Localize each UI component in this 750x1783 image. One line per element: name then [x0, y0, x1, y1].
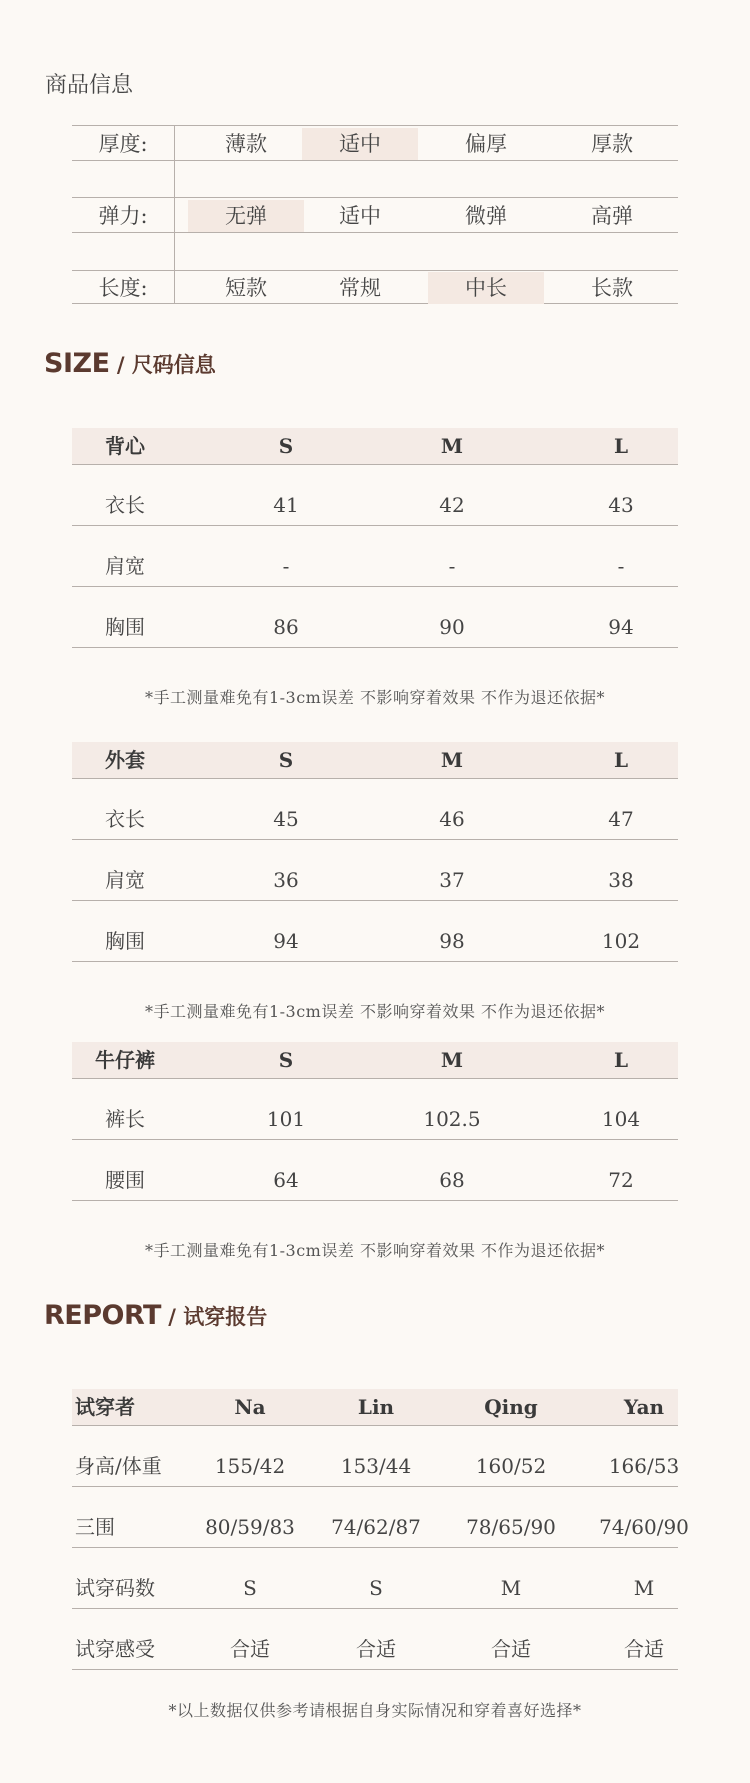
- size-table-header-cell: S: [278, 1048, 294, 1072]
- report-table-row-label: 身高/体重: [75, 1454, 162, 1478]
- size-section-title: [44, 348, 216, 379]
- measurement-note: *手工测量难免有1-3cm误差 不影响穿着效果 不作为退还依据*: [144, 688, 606, 707]
- size-table-cell: -: [282, 554, 290, 578]
- size-table-row-label: 胸围: [105, 929, 145, 953]
- report-table-cell: 74/60/90: [599, 1515, 689, 1539]
- size-table-cell: 104: [601, 1107, 641, 1131]
- report-section-title: [44, 1300, 267, 1331]
- report-table-cell: S: [243, 1576, 257, 1600]
- product-info-title: 商品信息: [45, 73, 134, 98]
- size-table-cell: 101: [266, 1107, 306, 1131]
- size-table-header-cell: M: [440, 434, 464, 458]
- divider: [72, 647, 678, 648]
- size-table-header-cell: L: [613, 434, 629, 458]
- product-info-option: 长款: [591, 276, 633, 300]
- report-table-header-cell: Yan: [623, 1395, 665, 1419]
- product-info-label: 厚度:: [98, 132, 148, 156]
- size-table-cell: 86: [273, 615, 299, 639]
- divider: [72, 1608, 678, 1609]
- report-table-header-cell: 试穿者: [75, 1395, 135, 1419]
- size-table-cell: 47: [608, 807, 634, 831]
- report-table-cell: 合适: [230, 1637, 270, 1661]
- section-title-separator: /: [109, 353, 132, 377]
- section-title-en: REPORT: [44, 1300, 161, 1331]
- report-table-cell: 合适: [624, 1637, 664, 1661]
- section-title-en: SIZE: [44, 348, 110, 379]
- size-table-header-cell: S: [278, 748, 294, 772]
- size-table-header-cell: 背心: [105, 434, 145, 458]
- report-table-cell: S: [369, 1576, 383, 1600]
- report-table-cell: 166/53: [608, 1454, 680, 1478]
- size-table-header-cell: S: [278, 434, 294, 458]
- size-table-row-label: 肩宽: [105, 554, 145, 578]
- report-table-cell: 74/62/87: [331, 1515, 421, 1539]
- report-table-row-label: 试穿感受: [75, 1637, 155, 1661]
- size-table-cell: 41: [273, 493, 299, 517]
- product-info-label: 弹力:: [98, 204, 148, 228]
- divider: [72, 125, 678, 126]
- divider: [72, 1547, 678, 1548]
- product-info-option-selected: 适中: [302, 128, 418, 160]
- report-table-cell: 155/42: [214, 1454, 286, 1478]
- report-table-cell: M: [633, 1576, 655, 1600]
- report-table-cell: 160/52: [475, 1454, 547, 1478]
- size-table-cell: 94: [273, 929, 299, 953]
- product-info-option: 高弹: [591, 204, 633, 228]
- report-table-header-cell: Na: [234, 1395, 266, 1419]
- report-table-cell: 合适: [356, 1637, 396, 1661]
- divider: [72, 160, 678, 161]
- size-table-cell: 72: [608, 1168, 634, 1192]
- size-table-cell: 98: [439, 929, 465, 953]
- divider: [72, 270, 678, 271]
- report-table-header-cell: Qing: [484, 1395, 538, 1419]
- divider: [72, 961, 678, 962]
- size-table-cell: 38: [608, 868, 634, 892]
- size-table-cell: 45: [273, 807, 299, 831]
- size-table-cell: 68: [439, 1168, 465, 1192]
- divider: [72, 900, 678, 901]
- size-table-cell: 102: [601, 929, 641, 953]
- size-table-cell: 64: [273, 1168, 299, 1192]
- size-table-header-cell: 牛仔裤: [95, 1048, 155, 1072]
- size-table-header-cell: M: [440, 748, 464, 772]
- measurement-note: *手工测量难免有1-3cm误差 不影响穿着效果 不作为退还依据*: [144, 1002, 606, 1021]
- size-table-cell: 90: [439, 615, 465, 639]
- size-table-cell: 43: [608, 493, 634, 517]
- report-table-cell: 153/44: [340, 1454, 412, 1478]
- product-info-option: 厚款: [591, 132, 633, 156]
- section-title-zh: 尺码信息: [131, 353, 216, 377]
- divider: [72, 525, 678, 526]
- report-table-cell: 80/59/83: [205, 1515, 295, 1539]
- product-info-option: 常规: [339, 276, 381, 300]
- report-table-cell: 78/65/90: [466, 1515, 556, 1539]
- size-table-row-label: 衣长: [105, 807, 145, 831]
- report-table-row-label: 三围: [75, 1515, 115, 1539]
- divider: [72, 1200, 678, 1201]
- measurement-note: *手工测量难免有1-3cm误差 不影响穿着效果 不作为退还依据*: [144, 1241, 606, 1260]
- size-table-header-cell: M: [440, 1048, 464, 1072]
- product-info-option: 适中: [339, 204, 381, 228]
- size-table-row-label: 腰围: [105, 1168, 145, 1192]
- size-table-header-cell: L: [613, 1048, 629, 1072]
- product-info-option-selected: 中长: [428, 272, 544, 304]
- section-title-zh: 试穿报告: [183, 1305, 268, 1329]
- size-table-cell: 36: [273, 868, 299, 892]
- divider: [72, 586, 678, 587]
- divider: [174, 125, 175, 303]
- size-table-cell: 94: [608, 615, 634, 639]
- section-title-separator: /: [160, 1305, 184, 1329]
- size-table-row-label: 衣长: [105, 493, 145, 517]
- size-table-header-cell: L: [613, 748, 629, 772]
- size-table-row-label: 肩宽: [105, 868, 145, 892]
- product-info-option: 偏厚: [465, 132, 507, 156]
- report-table-row-label: 试穿码数: [75, 1576, 155, 1600]
- product-info-option-selected: 无弹: [188, 200, 304, 232]
- divider: [72, 232, 678, 233]
- size-table-cell: 46: [439, 807, 465, 831]
- divider: [72, 197, 678, 198]
- divider: [72, 1669, 678, 1670]
- report-table-header-cell: Lin: [357, 1395, 395, 1419]
- size-table-cell: -: [617, 554, 625, 578]
- size-table-row-label: 裤长: [105, 1107, 145, 1131]
- size-table-row-label: 胸围: [105, 615, 145, 639]
- size-table-cell: 42: [439, 493, 465, 517]
- divider: [72, 1486, 678, 1487]
- product-info-option: 微弹: [465, 204, 507, 228]
- size-table-cell: 37: [439, 868, 465, 892]
- report-table-cell: 合适: [491, 1637, 531, 1661]
- size-table-cell: -: [448, 554, 456, 578]
- product-info-label: 长度:: [98, 276, 148, 300]
- product-info-option: 薄款: [225, 132, 267, 156]
- product-info-option: 短款: [225, 276, 267, 300]
- divider: [72, 839, 678, 840]
- report-table-cell: M: [500, 1576, 522, 1600]
- size-table-header-cell: 外套: [105, 748, 145, 772]
- divider: [72, 1139, 678, 1140]
- report-note: *以上数据仅供参考请根据自身实际情况和穿着喜好选择*: [168, 1701, 582, 1720]
- size-table-cell: 102.5: [423, 1107, 481, 1131]
